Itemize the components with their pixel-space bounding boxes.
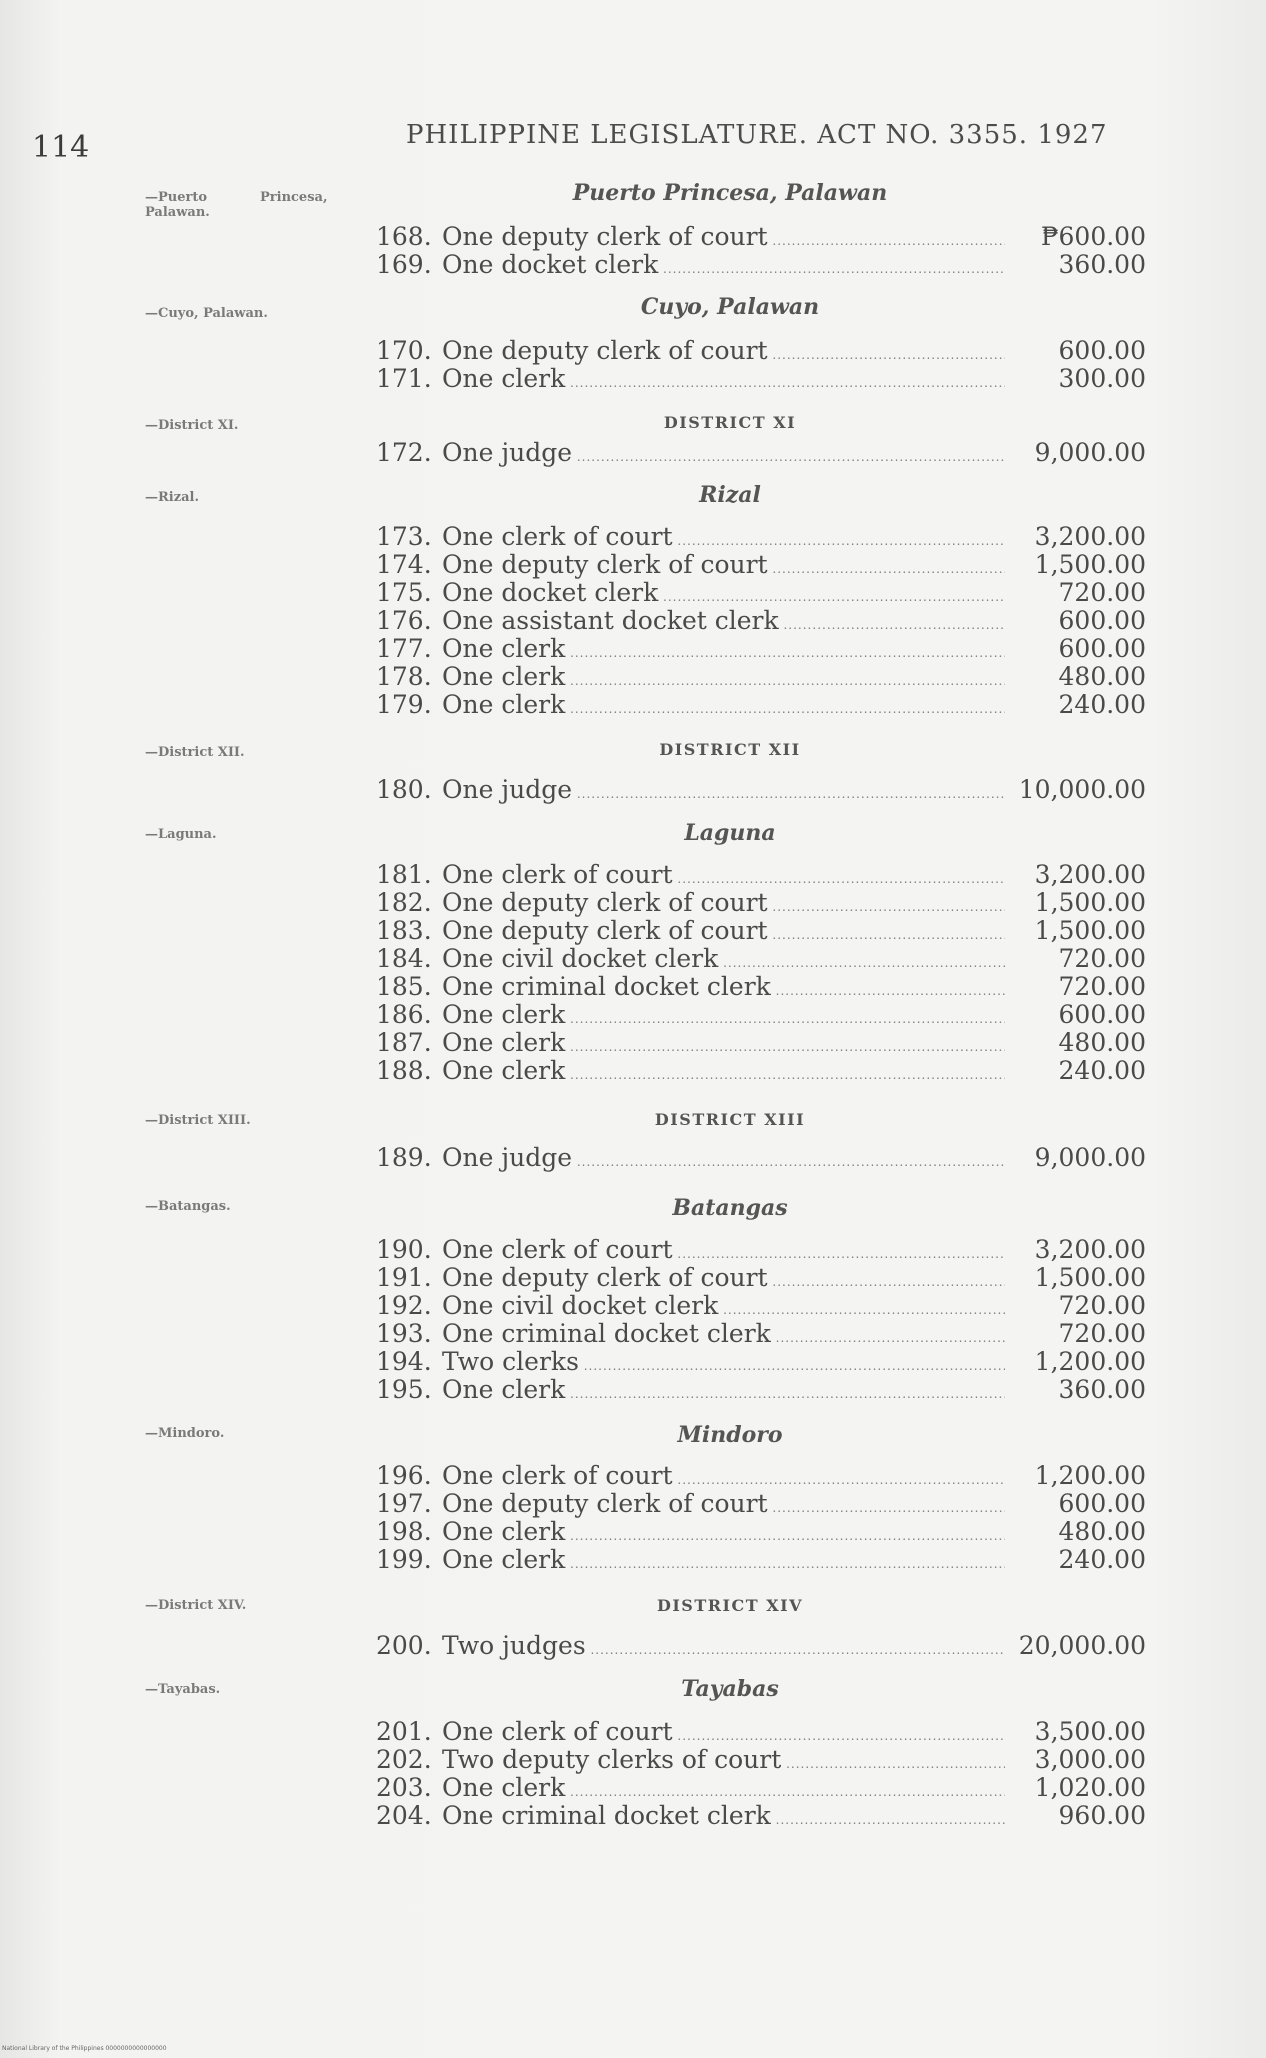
district-heading: DISTRICT XIV — [656, 1596, 804, 1615]
table-row: 187. One clerk ..... 480.00 — [376, 1029, 1146, 1057]
margin-note: —Rizal. — [145, 490, 200, 505]
table-row: 188. One clerk ..... 240.00 — [376, 1057, 1146, 1085]
section-heading: Batangas — [672, 1195, 788, 1221]
margin-note: —District XI. — [145, 418, 239, 433]
table-row: 201. One clerk of court ..... 3,500.00 — [376, 1718, 1146, 1746]
table-row: 179. One clerk ..... 240.00 — [376, 691, 1146, 719]
table-row: 193. One criminal docket clerk ..... 720.00 — [376, 1320, 1146, 1348]
section-heading: Mindoro — [677, 1422, 783, 1448]
table-row: 199. One clerk ..... 240.00 — [376, 1546, 1146, 1574]
section-heading: Tayabas — [681, 1676, 779, 1702]
table-row: 203. One clerk ..... 1,020.00 — [376, 1774, 1146, 1802]
table-row: 181. One clerk of court ..... 3,200.00 — [376, 861, 1146, 889]
table-row: 197. One deputy clerk of court ..... 600.00 — [376, 1490, 1146, 1518]
table-row: 198. One clerk ..... 480.00 — [376, 1518, 1146, 1546]
margin-note: —Mindoro. — [145, 1426, 225, 1441]
running-head: PHILIPPINE LEGISLATURE. ACT NO. 3355. 1927 — [406, 120, 1108, 150]
margin-note: —District XIV. — [145, 1598, 247, 1613]
table-row: 192. One civil docket clerk ..... 720.00 — [376, 1292, 1146, 1320]
table-row: 168. One deputy clerk of court ..... ₱600.00 — [376, 223, 1146, 251]
margin-note: —Batangas. — [145, 1199, 231, 1214]
table-row: 182. One deputy clerk of court ..... 1,500.00 — [376, 889, 1146, 917]
table-row: 194. Two clerks ..... 1,200.00 — [376, 1348, 1146, 1376]
table-row: 169. One docket clerk ..... 360.00 — [376, 251, 1146, 279]
table-row: 191. One deputy clerk of court ..... 1,500.00 — [376, 1264, 1146, 1292]
margin-note: —District XIII. — [145, 1113, 251, 1128]
page-number: 114 — [32, 130, 90, 165]
margin-note: —District XII. — [145, 745, 245, 760]
table-row: 190. One clerk of court ..... 3,200.00 — [376, 1236, 1146, 1264]
table-row: 170. One deputy clerk of court ..... 600.00 — [376, 337, 1146, 365]
table-row: 177. One clerk ..... 600.00 — [376, 635, 1146, 663]
table-row: 172. One judge ..... 9,000.00 — [376, 439, 1146, 467]
table-row: 204. One criminal docket clerk ..... 960.00 — [376, 1802, 1146, 1830]
district-heading: DISTRICT XI — [663, 413, 797, 432]
table-row: 195. One clerk ..... 360.00 — [376, 1376, 1146, 1404]
table-row: 178. One clerk ..... 480.00 — [376, 663, 1146, 691]
scan-footer: National Library of the Philippines 0000000000000000 — [2, 2045, 167, 2052]
table-row: 183. One deputy clerk of court ..... 1,500.00 — [376, 917, 1146, 945]
table-row: 173. One clerk of court ..... 3,200.00 — [376, 523, 1146, 551]
table-row: 185. One criminal docket clerk ..... 720.00 — [376, 973, 1146, 1001]
section-heading: Rizal — [699, 482, 761, 508]
table-row: 184. One civil docket clerk ..... 720.00 — [376, 945, 1146, 973]
district-heading: DISTRICT XII — [659, 740, 801, 759]
margin-note: —Cuyo, Palawan. — [145, 306, 268, 321]
margin-note: —Laguna. — [145, 827, 217, 842]
table-row: 171. One clerk ..... 300.00 — [376, 365, 1146, 393]
table-row: 176. One assistant docket clerk ..... 600.00 — [376, 607, 1146, 635]
table-row: 200. Two judges ..... 20,000.00 — [376, 1632, 1146, 1660]
margin-note: —Puerto Princesa, Palawan. — [145, 190, 328, 220]
table-row: 175. One docket clerk ..... 720.00 — [376, 579, 1146, 607]
table-row: 174. One deputy clerk of court ..... 1,500.00 — [376, 551, 1146, 579]
margin-note: —Tayabas. — [145, 1682, 221, 1697]
section-heading: Laguna — [684, 820, 776, 846]
section-heading: Cuyo, Palawan — [640, 294, 820, 320]
table-row: 196. One clerk of court ..... 1,200.00 — [376, 1462, 1146, 1490]
table-row: 189. One judge ..... 9,000.00 — [376, 1144, 1146, 1172]
district-heading: DISTRICT XIII — [654, 1110, 806, 1129]
section-heading: Puerto Princesa, Palawan — [572, 180, 888, 206]
table-row: 186. One clerk ..... 600.00 — [376, 1001, 1146, 1029]
table-row: 202. Two deputy clerks of court ..... 3,000.00 — [376, 1746, 1146, 1774]
table-row: 180. One judge ..... 10,000.00 — [376, 776, 1146, 804]
